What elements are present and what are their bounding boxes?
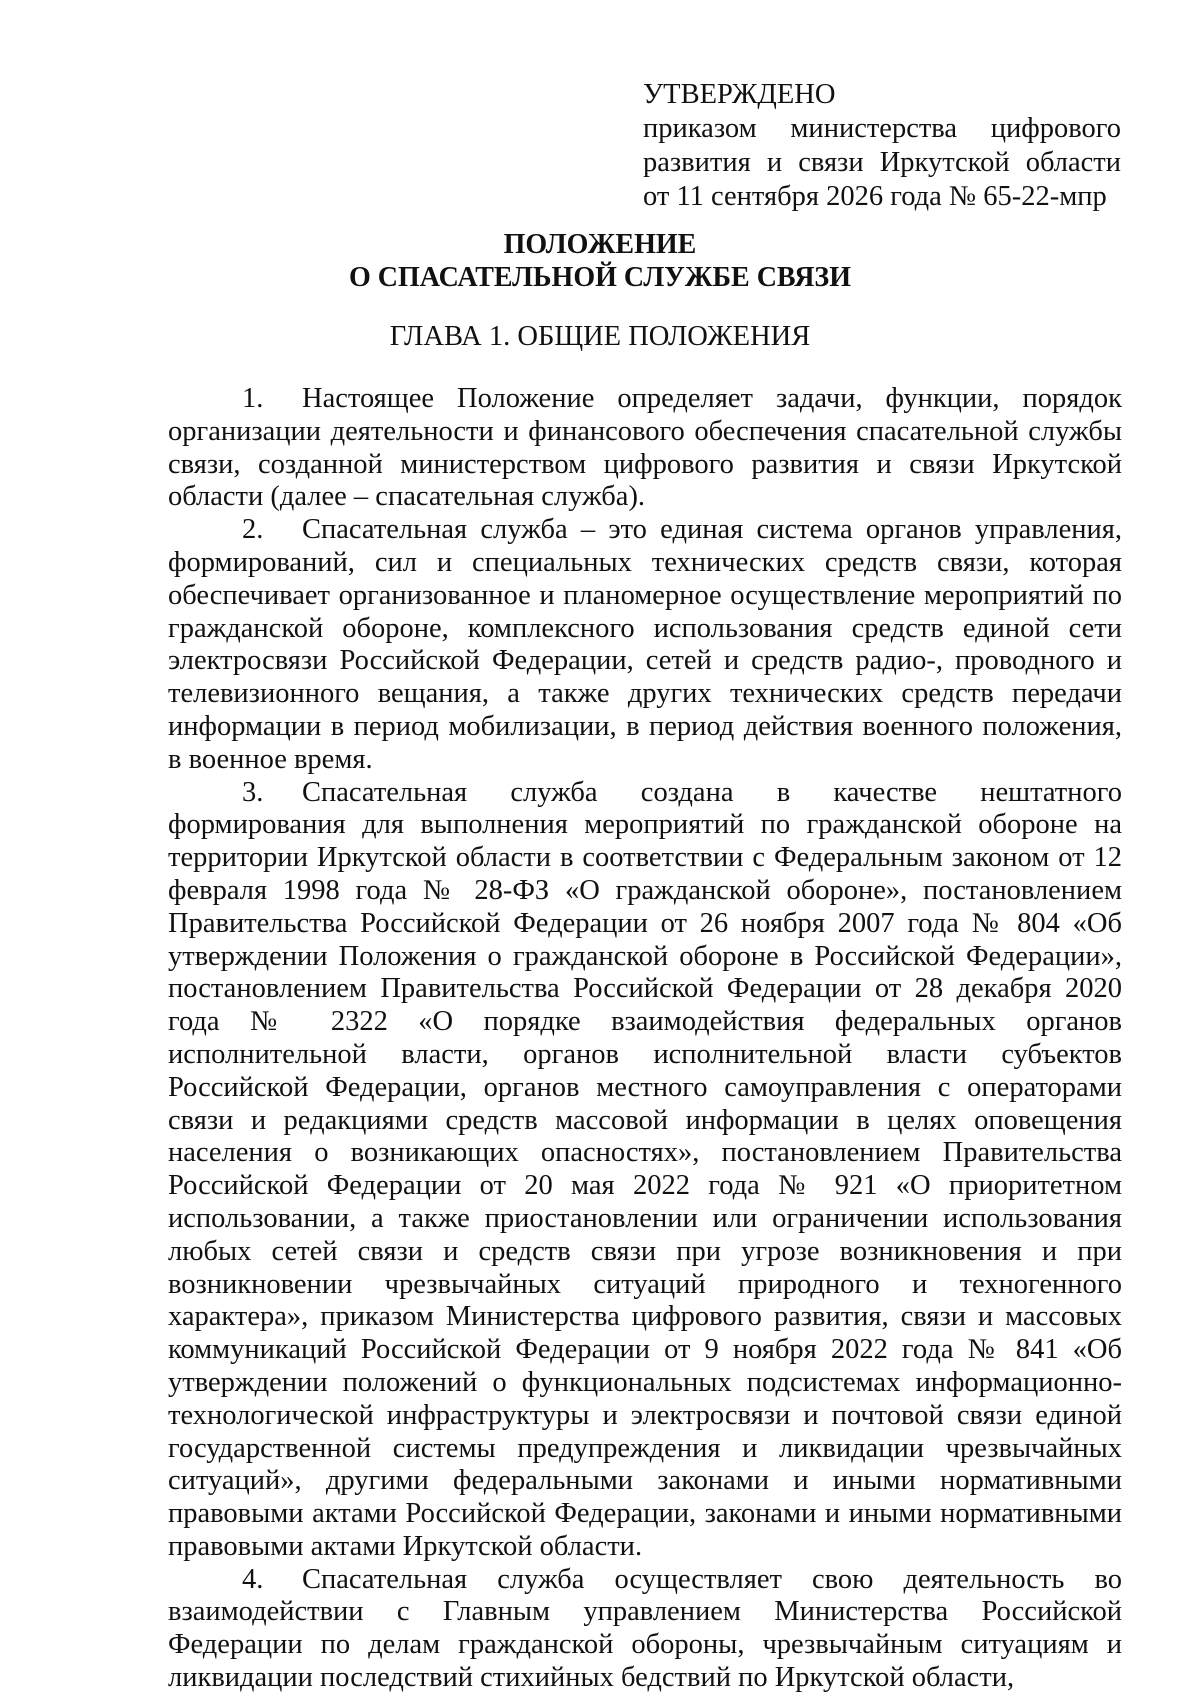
paragraph-text: Спасательная служба осуществляет свою деятельность во взаимодействии с Главным управлением Министерства Российской Федерации по делам гражданской обороны, чрезвычайным ситуациям и ликвидации последствий стихийных бедствий по Иркутской области,	[168, 1563, 1122, 1694]
paragraph-3	[168, 777, 1122, 1564]
paragraph-2	[168, 514, 1122, 776]
paragraph-1	[168, 383, 1122, 514]
paragraph-number: 2.	[242, 514, 264, 546]
approval-title: УТВЕРЖДЕНО	[643, 79, 836, 110]
paragraph-text: Спасательная служба создана в качестве нештатного формирования для выполнения мероприятий по гражданской обороне на территории Иркутской области в соответствии с Федеральным законом от 12 февраля 1998 года № 28-ФЗ «О гражданской обороне», постановлением Правительства Российской Федерации от 26 ноября 2007 года № 804 «Об утверждении Положения о гражданской обороне в Российской Федерации», постановлением Правительства Российской Федерации от 28 декабря 2020 года № 2322 «О порядке взаимодействия федеральных органов исполнительной власти, органов исполнительной власти субъектов Российской Федерации, органов местного самоуправления с операторами связи и редакциями средств массовой информации в целях оповещения населения о возникающих опасностях», постановлением Правительства Российской Федерации от 20 мая 2022 года № 921 «О приоритетном использовании, а также приостановлении или ограничении использования любых сетей связи и средств связи при угрозе возникновения и при возникновении чрезвычайных ситуаций природного и техногенного характера», приказом Министерства цифрового развития, связи и массовых коммуникаций Российской Федерации от 9 ноября 2022 года № 841 «Об утверждении положений о функциональных подсистемах информационно-технологической инфраструктуры и электросвязи и почтовой связи единой государственной системы предупреждения и ликвидации чрезвычайных ситуаций», другими федеральными законами и иными нормативными правовыми актами Российской Федерации, законами и иными нормативными правовыми актами Иркутской области.	[168, 776, 1122, 1562]
approval-line-1: приказом министерства цифрового	[643, 113, 1121, 144]
paragraph-number: 3.	[242, 776, 264, 808]
approval-stamp-block	[643, 78, 1121, 214]
paragraph-text: Спасательная служба – это единая система органов управления, формирований, сил и специальных технических средств связи, которая обеспечивает организованное и планомерное осуществление мероприятий по гражданской обороне, комплексного использования средств единой сети электросвязи Российской Федерации, сетей и средств радио-, проводного и телевизионного вещания, а также других технических средств передачи информации в период мобилизации, в период действия военного положения, в военное время.	[168, 514, 1122, 775]
document-title-line-1: ПОЛОЖЕНИЕ	[503, 229, 697, 260]
approval-line-3: от 11 сентября 2026 года № 65-22-мпр	[643, 181, 1107, 212]
chapter-heading: ГЛАВА 1. ОБЩИЕ ПОЛОЖЕНИЯ	[389, 321, 811, 352]
approval-line-2: развития и связи Иркутской области	[643, 147, 1121, 178]
paragraph-number: 4.	[242, 1563, 264, 1595]
document-body	[168, 383, 1122, 1695]
paragraph-text: Настоящее Положение определяет задачи, функции, порядок организации деятельности и финансового обеспечения спасательной службы связи, созданной министерством цифрового развития и связи Иркутской области (далее – спасательная служба).	[168, 383, 1122, 513]
paragraph-4	[168, 1564, 1122, 1695]
paragraph-number: 1.	[242, 383, 264, 414]
document-title-line-2: О СПАСАТЕЛЬНОЙ СЛУЖБЕ СВЯЗИ	[349, 262, 851, 293]
